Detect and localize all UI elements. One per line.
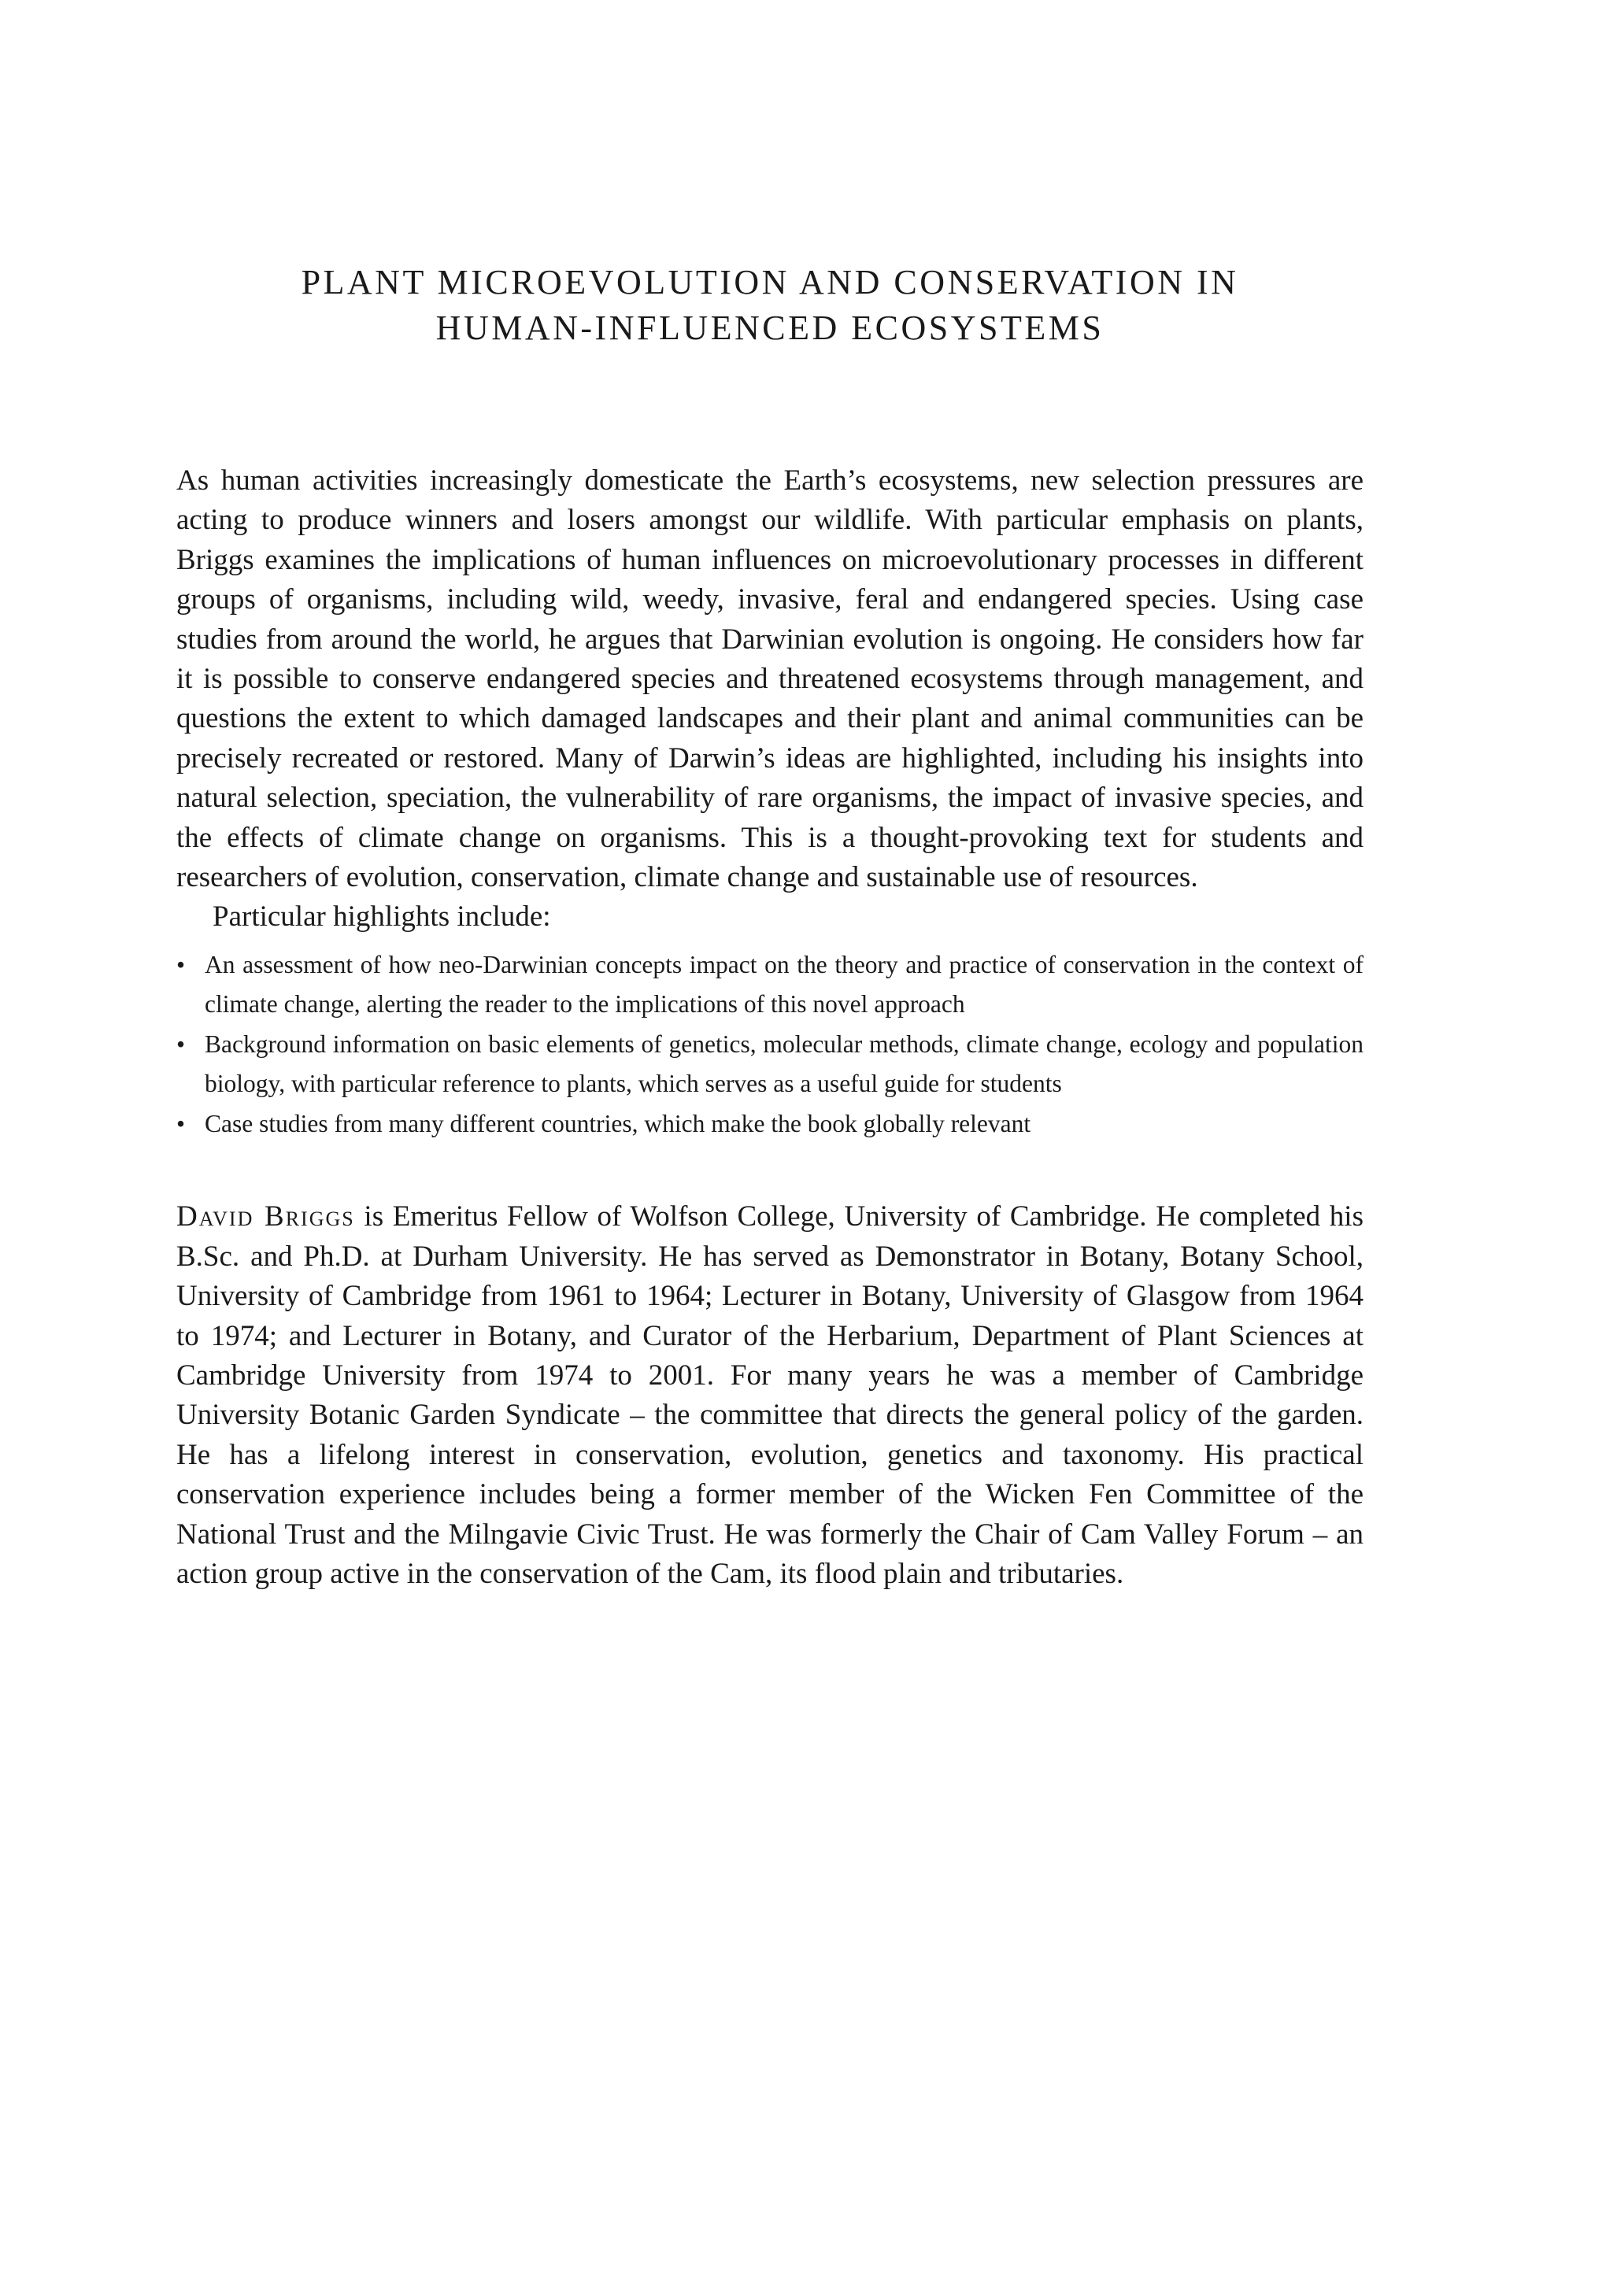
- book-description: As human activities increasingly domesticate the Earth’s ecosystems, new selection pressures are acting to produce winners and losers amongst our wildlife. With particular emphasis on plants, Briggs examines the implications of human influences on microevolutionary processes in different groups of organisms, including wild, weedy, invasive, feral and endangered species. Using case studies from around the world, he argues that Darwinian evolution is ongoing. He considers how far it is possible to conserve endangered species and threatened ecosystems through management, and questions the extent to which damaged landscapes and their plant and animal communities can be precisely recreated or restored. Many of Darwin’s ideas are highlighted, including his insights into natural selection, speciation, the vulnerability of rare organisms, the impact of invasive species, and the effects of climate change on organisms. This is a thought-provoking text for students and researchers of evolution, conservation, climate change and sustainable use of resources.: [176, 464, 1364, 894]
- highlight-item: [176, 945, 1364, 1025]
- author-name: David Briggs: [176, 1200, 355, 1233]
- highlight-text: An assessment of how neo-Darwinian concepts impact on the theory and practice of conservation in the context of climate change, alerting the reader to the implications of this novel approach: [205, 950, 1364, 1019]
- author-bio: [176, 1197, 1364, 1594]
- book-title: [176, 260, 1364, 351]
- bullet-icon: •: [176, 950, 186, 978]
- highlights-intro: Particular highlights include:: [213, 900, 551, 934]
- author-bio-text: is Emeritus Fellow of Wolfson College, University of Cambridge. He completed his B.Sc. and Ph.D. at Durham University. He has served as Demonstrator in Botany, Botany School, University of Cambridge from 1961 to 1964; Lecturer in Botany, University of Glasgow from 1964 to 1974; and Lecturer in Botany, and Curator of the Herbarium, Department of Plant Sciences at Cambridge University from 1974 to 2001. For many years he was a member of Cambridge University Botanic Garden Syndicate – the committee that directs the general policy of the garden. He has a lifelong interest in conservation, evolution, genetics and taxonomy. His practical conservation experience includes being a former member of the Wicken Fen Committee of the National Trust and the Milngavie Civic Trust. He was formerly the Chair of Cam Valley Forum – an action group active in the conservation of the Cam, its flood plain and tributaries.: [176, 1200, 1364, 1591]
- highlight-text: Case studies from many different countries, which make the book globally relevant: [205, 1109, 1031, 1137]
- highlight-text: Background information on basic elements of genetics, molecular methods, climate change, ecology and population biology, with particular reference to plants, which serves as a useful guide for students: [205, 1030, 1364, 1098]
- bullet-icon: •: [176, 1109, 186, 1137]
- book-title-line-1: PLANT MICROEVOLUTION AND CONSERVATION IN: [301, 263, 1239, 301]
- highlights-list: [176, 945, 1364, 1144]
- bullet-icon: •: [176, 1030, 186, 1058]
- highlight-item: [176, 1025, 1364, 1104]
- book-blurb-page: [176, 260, 1364, 1594]
- highlight-item: [176, 1104, 1364, 1144]
- book-title-line-2: HUMAN-INFLUENCED ECOSYSTEMS: [435, 309, 1105, 347]
